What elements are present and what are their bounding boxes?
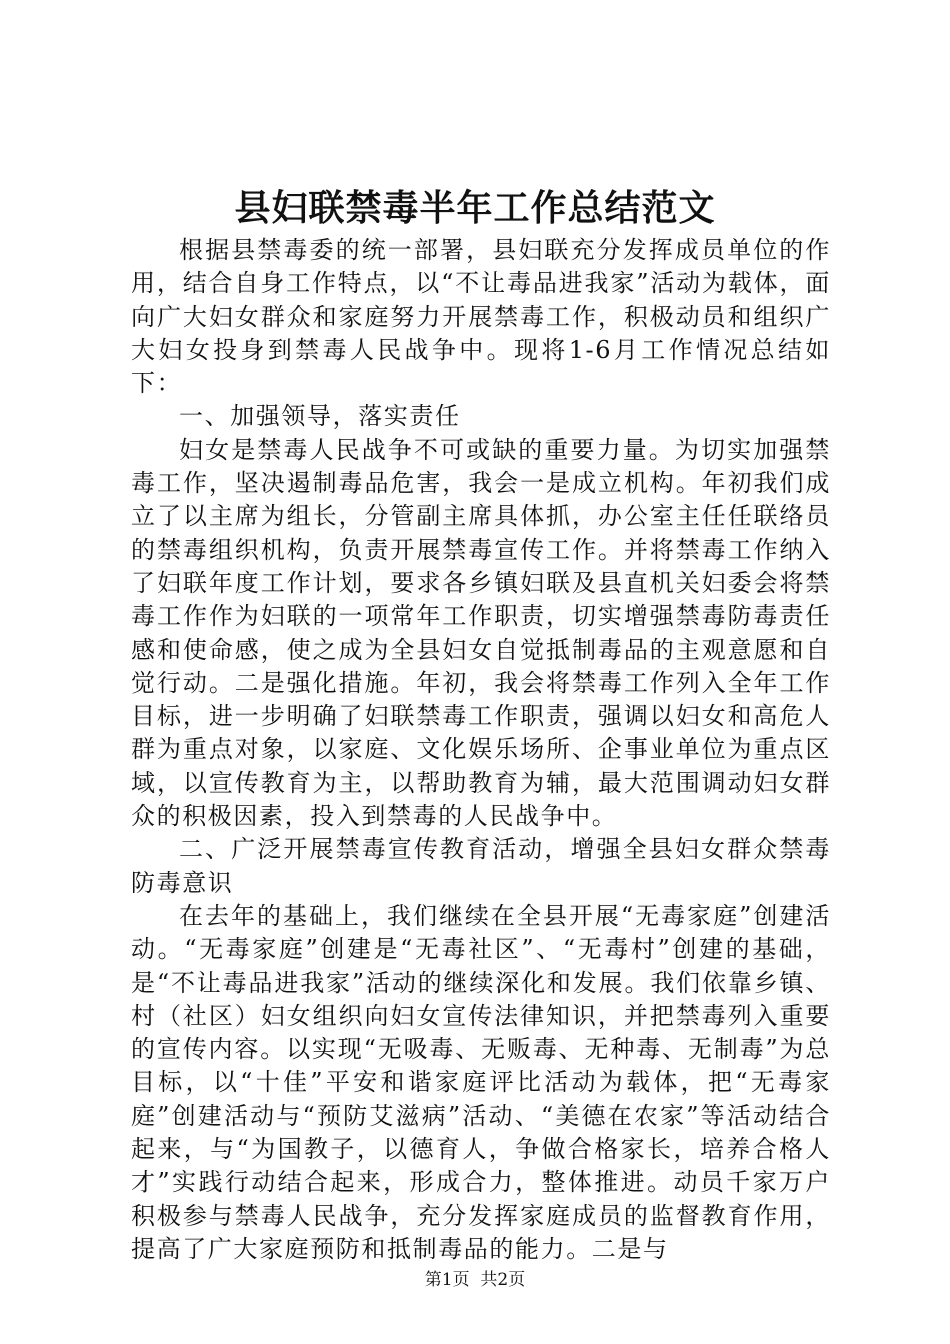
- page-title: 县妇联禁毒半年工作总结范文: [234, 187, 716, 229]
- page-footer: [0, 1268, 950, 1292]
- intro-paragraph: 根据县禁毒委的统一部署，县妇联充分发挥成员单位的作用，结合自身工作特点，以“不让毒品进我家”活动为载体，面向广大妇女群众和家庭努力开展禁毒工作，积极动员和组织广大妇女投身到禁毒人民战争中。现将1-6月工作情况总结如下：: [131, 236, 831, 398]
- document-body: [131, 234, 831, 1266]
- section-2-paragraph: 在去年的基础上，我们继续在全县开展“无毒家庭”创建活动。“无毒家庭”创建是“无毒社区”、“无毒村”创建的基础，是“不让毒品进我家”活动的继续深化和发展。我们依靠乡镇、村（社区）妇女组织向妇女宣传法律知识，并把禁毒列入重要的宣传内容。以实现“无吸毒、无贩毒、无种毒、无制毒”为总目标，以“十佳”平安和谐家庭评比活动为载体，把“无毒家庭”创建活动与“预防艾滋病”活动、“美德在农家”等活动结合起来，与“为国教子，以德育人，争做合格家长，培养合格人才”实践行动结合起来，形成合力，整体推进。动员千家万户积极参与禁毒人民战争，充分发挥家庭成员的监督教育作用，提高了广大家庭预防和抵制毒品的能力。二是与: [131, 901, 831, 1263]
- page-number: 第1页: [424, 1270, 470, 1290]
- section-1-paragraph: 妇女是禁毒人民战争不可或缺的重要力量。为切实加强禁毒工作，坚决遏制毒品危害，我会一是成立机构。年初我们成立了以主席为组长，分管副主席具体抓，办公室主任任联络员的禁毒组织机构，负责开展禁毒宣传工作。并将禁毒工作纳入了妇联年度工作计划，要求各乡镇妇联及县直机关妇委会将禁毒工作作为妇联的一项常年工作职责，切实增强禁毒防毒责任感和使命感，使之成为全县妇女自觉抵制毒品的主观意愿和自觉行动。二是强化措施。年初，我会将禁毒工作列入全年工作目标，进一步明确了妇联禁毒工作职责，强调以妇女和高危人群为重点对象，以家庭、文化娱乐场所、企事业单位为重点区域，以宣传教育为主，以帮助教育为辅，最大范围调动妇女群众的积极因素，投入到禁毒的人民战争中。: [131, 435, 831, 831]
- total-pages: 共2页: [480, 1270, 526, 1290]
- section-heading-2: 二、广泛开展禁毒宣传教育活动，增强全县妇女群众禁毒防毒意识: [131, 835, 831, 897]
- section-heading-1: 一、加强领导，落实责任: [179, 402, 461, 431]
- footer-gap: [470, 1270, 481, 1290]
